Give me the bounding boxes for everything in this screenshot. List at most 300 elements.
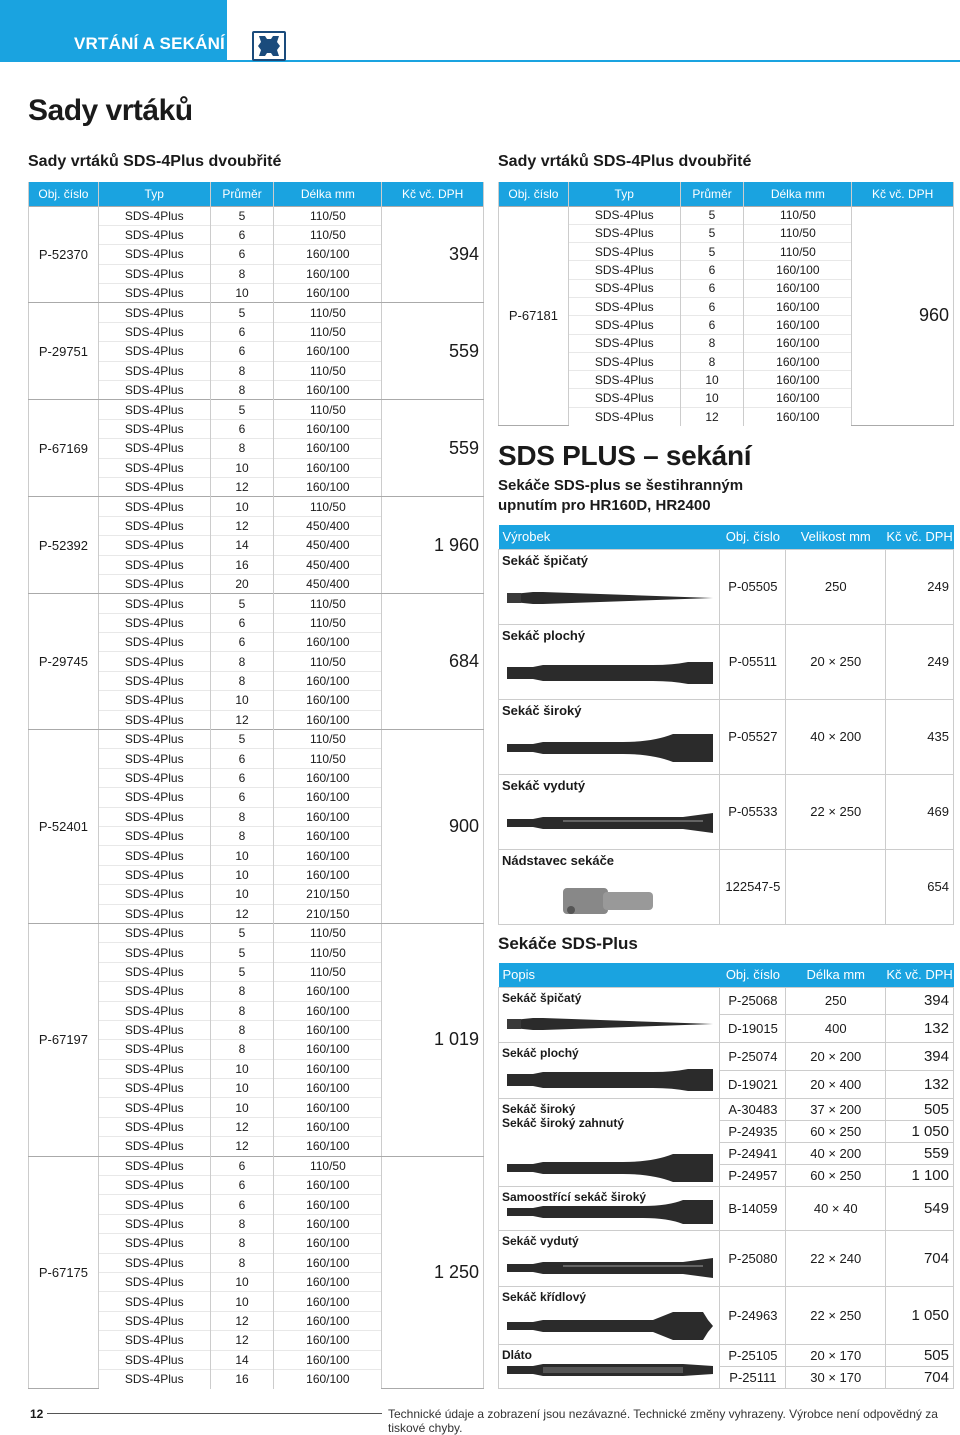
diameter-cell: 5 xyxy=(210,923,274,942)
length-cell: 160/100 xyxy=(744,334,852,352)
diameter-cell: 8 xyxy=(210,1214,274,1233)
diameter-cell: 8 xyxy=(210,1234,274,1253)
length-cell: 110/50 xyxy=(274,361,382,380)
makita-logo-icon xyxy=(256,34,282,58)
type-cell: SDS-4Plus xyxy=(98,322,210,341)
diameter-cell: 12 xyxy=(210,904,274,923)
diameter-cell: 8 xyxy=(210,381,274,400)
type-cell: SDS-4Plus xyxy=(98,1369,210,1388)
type-cell: SDS-4Plus xyxy=(98,361,210,380)
price: 435 xyxy=(886,699,954,774)
header-cell: Kč vč. DPH xyxy=(886,529,953,545)
diameter-cell: 12 xyxy=(210,1311,274,1330)
type-cell: SDS-4Plus xyxy=(98,245,210,264)
length: 60 × 250 xyxy=(786,1164,886,1186)
type-cell: SDS-4Plus xyxy=(98,943,210,962)
type-cell: SDS-4Plus xyxy=(98,1156,210,1175)
diameter-cell: 10 xyxy=(210,1079,274,1098)
type-cell: SDS-4Plus xyxy=(98,885,210,904)
price: 394 xyxy=(886,1042,954,1070)
price: 1 250 xyxy=(382,1156,484,1389)
order-code: P-67181 xyxy=(499,206,569,426)
length-cell: 110/50 xyxy=(744,206,852,224)
length: 22 × 250 xyxy=(786,1286,886,1344)
table-row xyxy=(29,497,484,516)
type-cell: SDS-4Plus xyxy=(98,710,210,729)
header-cell: Kč vč. DPH xyxy=(886,967,953,983)
diameter-cell: 10 xyxy=(210,865,274,884)
page-title: Sady vrtáků xyxy=(28,94,193,127)
diameter-cell: 6 xyxy=(210,245,274,264)
length-cell: 160/100 xyxy=(274,1195,382,1214)
diameter-cell: 8 xyxy=(210,652,274,671)
length-cell: 160/100 xyxy=(744,297,852,315)
type-cell: SDS-4Plus xyxy=(98,768,210,787)
chisel-row xyxy=(499,699,954,774)
product-cell xyxy=(499,549,720,624)
length-cell: 160/100 xyxy=(744,261,852,279)
length-cell: 110/50 xyxy=(274,613,382,632)
table-row xyxy=(29,206,484,225)
price: 559 xyxy=(382,400,484,497)
order-code: D-19021 xyxy=(720,1070,786,1098)
length: 30 × 170 xyxy=(786,1366,886,1388)
length-cell: 160/100 xyxy=(274,1350,382,1369)
diameter-cell: 6 xyxy=(210,613,274,632)
table-row xyxy=(29,1156,484,1175)
length-cell: 160/100 xyxy=(274,671,382,690)
header-cell: Kč vč. DPH xyxy=(852,182,954,206)
length-cell: 160/100 xyxy=(274,846,382,865)
product-name: Sekáč vydutý xyxy=(502,777,586,793)
type-cell: SDS-4Plus xyxy=(98,1001,210,1020)
table-header-row xyxy=(499,525,954,549)
chisel-row xyxy=(499,1186,954,1230)
size: 250 xyxy=(786,549,886,624)
table-header-row xyxy=(499,963,954,987)
length-cell: 160/100 xyxy=(274,1001,382,1020)
length-cell: 110/50 xyxy=(274,594,382,613)
header-cell: Obj. číslo xyxy=(499,182,569,206)
chisel-row xyxy=(499,987,954,1014)
length: 20 × 400 xyxy=(786,1070,886,1098)
wide-chisel-icon xyxy=(503,1154,717,1184)
length-cell: 450/400 xyxy=(274,574,382,593)
product-cell xyxy=(499,849,720,924)
type-cell: SDS-4Plus xyxy=(568,206,680,224)
length-cell: 210/150 xyxy=(274,885,382,904)
type-cell: SDS-4Plus xyxy=(98,284,210,303)
diameter-cell: 5 xyxy=(210,303,274,322)
header-cell: Délka mm xyxy=(806,967,865,983)
type-cell: SDS-4Plus xyxy=(98,671,210,690)
length-cell: 110/50 xyxy=(274,303,382,322)
type-cell: SDS-4Plus xyxy=(98,923,210,942)
page-number: 12 xyxy=(30,1407,44,1421)
table-row xyxy=(29,400,484,419)
type-cell: SDS-4Plus xyxy=(98,962,210,981)
type-cell: SDS-4Plus xyxy=(98,303,210,322)
table-row xyxy=(29,303,484,322)
price: 1 050 xyxy=(886,1120,954,1142)
length-cell: 160/100 xyxy=(274,1098,382,1117)
order-code: P-25068 xyxy=(720,987,786,1014)
diameter-cell: 12 xyxy=(680,407,744,425)
chisel-row xyxy=(499,774,954,849)
diameter-cell: 10 xyxy=(210,497,274,516)
price: 559 xyxy=(886,1142,954,1164)
order-code: P-24935 xyxy=(720,1120,786,1142)
table-row xyxy=(29,923,484,942)
type-cell: SDS-4Plus xyxy=(98,206,210,225)
type-cell: SDS-4Plus xyxy=(98,1350,210,1369)
diameter-cell: 6 xyxy=(210,633,274,652)
price: 549 xyxy=(886,1186,954,1230)
length-cell: 160/100 xyxy=(274,1234,382,1253)
length-cell: 110/50 xyxy=(274,206,382,225)
length-cell: 110/50 xyxy=(274,1156,382,1175)
type-cell: SDS-4Plus xyxy=(98,1272,210,1291)
header-cell: Popis xyxy=(502,967,536,983)
diameter-cell: 6 xyxy=(210,419,274,438)
chisel-row xyxy=(499,1042,954,1070)
sds-plus-heading: SDS PLUS – sekání xyxy=(498,440,752,471)
self-sharpening-chisel-icon xyxy=(503,1198,717,1228)
order-code: P-24963 xyxy=(720,1286,786,1344)
diameter-cell: 10 xyxy=(210,1292,274,1311)
length-cell: 160/100 xyxy=(274,768,382,787)
length-cell: 110/50 xyxy=(274,652,382,671)
order-code: D-19015 xyxy=(720,1014,786,1042)
type-cell: SDS-4Plus xyxy=(98,516,210,535)
diameter-cell: 8 xyxy=(210,439,274,458)
type-cell: SDS-4Plus xyxy=(98,1176,210,1195)
type-cell: SDS-4Plus xyxy=(98,904,210,923)
section-banner xyxy=(0,0,227,62)
type-cell: SDS-4Plus xyxy=(98,613,210,632)
diameter-cell: 8 xyxy=(210,361,274,380)
diameter-cell: 5 xyxy=(680,243,744,261)
length-cell: 160/100 xyxy=(744,279,852,297)
length-cell: 450/400 xyxy=(274,536,382,555)
product-name: Sekáč široký xyxy=(502,702,582,718)
type-cell: SDS-4Plus xyxy=(98,264,210,283)
price: 249 xyxy=(886,624,954,699)
diameter-cell: 6 xyxy=(210,1195,274,1214)
length-cell: 160/100 xyxy=(274,1059,382,1078)
price: 394 xyxy=(886,987,954,1014)
diameter-cell: 8 xyxy=(210,264,274,283)
type-cell: SDS-4Plus xyxy=(98,1234,210,1253)
diameter-cell: 6 xyxy=(680,297,744,315)
diameter-cell: 6 xyxy=(210,749,274,768)
header-cell: Délka mm xyxy=(744,182,852,206)
type-cell: SDS-4Plus xyxy=(568,243,680,261)
length-cell: 160/100 xyxy=(274,284,382,303)
length-cell: 160/100 xyxy=(274,381,382,400)
description-label: Samoostřící sekáč široký xyxy=(502,1189,647,1204)
length-cell: 110/50 xyxy=(274,749,382,768)
order-code: P-67175 xyxy=(29,1156,99,1389)
length: 250 xyxy=(786,987,886,1014)
type-cell: SDS-4Plus xyxy=(98,1331,210,1350)
length-cell: 110/50 xyxy=(274,225,382,244)
pointed-chisel-icon xyxy=(503,1010,717,1040)
diameter-cell: 10 xyxy=(210,691,274,710)
length: 400 xyxy=(786,1014,886,1042)
price: 900 xyxy=(382,730,484,924)
diameter-cell: 10 xyxy=(210,1098,274,1117)
length-cell: 160/100 xyxy=(274,419,382,438)
diameter-cell: 8 xyxy=(210,807,274,826)
length-cell: 160/100 xyxy=(274,691,382,710)
type-cell: SDS-4Plus xyxy=(98,1098,210,1117)
type-cell: SDS-4Plus xyxy=(568,279,680,297)
price: 469 xyxy=(886,774,954,849)
diameter-cell: 5 xyxy=(210,730,274,749)
length-cell: 110/50 xyxy=(274,962,382,981)
type-cell: SDS-4Plus xyxy=(98,1253,210,1272)
diameter-cell: 5 xyxy=(680,206,744,224)
diameter-cell: 5 xyxy=(210,400,274,419)
table-row xyxy=(29,594,484,613)
description-label: Sekáč široký xyxy=(502,1101,576,1116)
sds-plus-subtitle-1: Sekáče SDS-plus se šestihranným xyxy=(498,477,744,494)
diameter-cell: 8 xyxy=(210,827,274,846)
sds-plus-subtitle-2: upnutím pro HR160D, HR2400 xyxy=(498,497,711,514)
header-cell: Obj. číslo xyxy=(725,967,780,983)
header-cell: Kč vč. DPH xyxy=(382,182,484,206)
left-table-title: Sady vrtáků SDS-4Plus dvoubřité xyxy=(28,153,282,170)
order-code: P-67197 xyxy=(29,923,99,1156)
length-cell: 160/100 xyxy=(274,1311,382,1330)
type-cell: SDS-4Plus xyxy=(98,342,210,361)
length-cell: 160/100 xyxy=(274,1176,382,1195)
type-cell: SDS-4Plus xyxy=(98,381,210,400)
flat-chisel-icon xyxy=(503,659,717,689)
size: 40 × 200 xyxy=(786,699,886,774)
order-code: P-25105 xyxy=(720,1344,786,1366)
length-cell: 160/100 xyxy=(274,1253,382,1272)
length-cell: 160/100 xyxy=(274,1020,382,1039)
length-cell: 110/50 xyxy=(274,497,382,516)
diameter-cell: 6 xyxy=(680,316,744,334)
length-cell: 110/50 xyxy=(274,400,382,419)
description-label: Sekáč špičatý xyxy=(502,990,582,1005)
diameter-cell: 10 xyxy=(210,1272,274,1291)
price: 505 xyxy=(886,1098,954,1120)
length-cell: 160/100 xyxy=(274,1079,382,1098)
diameter-cell: 6 xyxy=(680,261,744,279)
header-cell: Průměr xyxy=(210,182,274,206)
description-cell xyxy=(499,1098,720,1186)
order-code: P-25074 xyxy=(720,1042,786,1070)
product-name: Sekáč špičatý xyxy=(502,552,589,568)
order-code: P-52401 xyxy=(29,730,99,924)
description-cell xyxy=(499,987,720,1042)
order-code: P-29751 xyxy=(29,303,99,400)
sds-chisels-title: Sekáče SDS-Plus xyxy=(498,934,638,953)
type-cell: SDS-4Plus xyxy=(98,1040,210,1059)
size: 22 × 250 xyxy=(786,774,886,849)
chisel-row xyxy=(499,1230,954,1286)
product-name: Sekáč plochý xyxy=(502,627,586,643)
diameter-cell: 8 xyxy=(210,982,274,1001)
price: 1 100 xyxy=(886,1164,954,1186)
type-cell: SDS-4Plus xyxy=(98,1311,210,1330)
length: 40 × 200 xyxy=(786,1142,886,1164)
price: 1 960 xyxy=(382,497,484,594)
table-header-row xyxy=(499,182,954,206)
chisel-adapter-icon xyxy=(503,884,717,914)
price: 132 xyxy=(886,1070,954,1098)
diameter-cell: 10 xyxy=(210,1059,274,1078)
diameter-cell: 20 xyxy=(210,574,274,593)
length-cell: 160/100 xyxy=(744,371,852,389)
price: 1 050 xyxy=(886,1286,954,1344)
length: 20 × 200 xyxy=(786,1042,886,1070)
diameter-cell: 8 xyxy=(210,671,274,690)
price: 704 xyxy=(886,1366,954,1388)
length-cell: 160/100 xyxy=(274,1331,382,1350)
length-cell: 160/100 xyxy=(274,439,382,458)
order-code: P-52370 xyxy=(29,206,99,303)
type-cell: SDS-4Plus xyxy=(98,1195,210,1214)
type-cell: SDS-4Plus xyxy=(568,261,680,279)
type-cell: SDS-4Plus xyxy=(568,407,680,425)
length-cell: 160/100 xyxy=(274,710,382,729)
length-cell: 160/100 xyxy=(274,458,382,477)
size xyxy=(786,849,886,924)
price: 960 xyxy=(852,206,954,426)
order-code: P-29745 xyxy=(29,594,99,730)
price: 654 xyxy=(886,849,954,924)
length: 40 × 40 xyxy=(786,1186,886,1230)
header-cell: Výrobek xyxy=(502,529,551,545)
type-cell: SDS-4Plus xyxy=(98,982,210,1001)
type-cell: SDS-4Plus xyxy=(568,352,680,370)
length-cell: 110/50 xyxy=(744,243,852,261)
chisel-row xyxy=(499,1344,954,1366)
type-cell: SDS-4Plus xyxy=(568,297,680,315)
length-cell: 110/50 xyxy=(744,224,852,242)
header-cell: Velikost mm xyxy=(800,529,871,545)
order-code: P-05511 xyxy=(720,624,786,699)
type-cell: SDS-4Plus xyxy=(98,536,210,555)
type-cell: SDS-4Plus xyxy=(98,749,210,768)
description-cell xyxy=(499,1186,720,1230)
length-cell: 160/100 xyxy=(274,1137,382,1156)
order-code: P-67169 xyxy=(29,400,99,497)
header-cell: Obj. číslo xyxy=(29,182,99,206)
type-cell: SDS-4Plus xyxy=(98,574,210,593)
order-code: P-24941 xyxy=(720,1142,786,1164)
diameter-cell: 16 xyxy=(210,555,274,574)
diameter-cell: 10 xyxy=(680,371,744,389)
type-cell: SDS-4Plus xyxy=(568,224,680,242)
diameter-cell: 8 xyxy=(680,334,744,352)
type-cell: SDS-4Plus xyxy=(98,1079,210,1098)
gouge-chisel-icon xyxy=(503,809,717,839)
brand-logo xyxy=(252,31,286,61)
order-code: A-30483 xyxy=(720,1098,786,1120)
diameter-cell: 16 xyxy=(210,1369,274,1388)
banner-title: VRTÁNÍ A SEKÁNÍ xyxy=(74,34,225,53)
diameter-cell: 14 xyxy=(210,1350,274,1369)
type-cell: SDS-4Plus xyxy=(98,691,210,710)
flat-chisel-icon xyxy=(503,1066,717,1096)
diameter-cell: 6 xyxy=(680,279,744,297)
sds-chisels-table xyxy=(498,963,954,1389)
diameter-cell: 6 xyxy=(210,788,274,807)
type-cell: SDS-4Plus xyxy=(98,419,210,438)
type-cell: SDS-4Plus xyxy=(98,555,210,574)
length-cell: 110/50 xyxy=(274,923,382,942)
table-header-row xyxy=(29,182,484,206)
description-label: Sekáč vydutý xyxy=(502,1233,579,1248)
type-cell: SDS-4Plus xyxy=(98,652,210,671)
length-cell: 160/100 xyxy=(274,264,382,283)
description-cell xyxy=(499,1230,720,1286)
sds-plus-chisel-table xyxy=(498,525,954,925)
header-cell: Typ xyxy=(568,182,680,206)
length: 37 × 200 xyxy=(786,1098,886,1120)
diameter-cell: 6 xyxy=(210,1176,274,1195)
price: 394 xyxy=(382,206,484,303)
description-label: Sekáč široký zahnutý xyxy=(502,1115,625,1130)
length-cell: 160/100 xyxy=(744,352,852,370)
wide-chisel-icon xyxy=(503,734,717,764)
price: 1 019 xyxy=(382,923,484,1156)
diameter-cell: 6 xyxy=(210,342,274,361)
diameter-cell: 8 xyxy=(210,1020,274,1039)
footer-rule xyxy=(47,1413,382,1414)
size: 20 × 250 xyxy=(786,624,886,699)
length-cell: 110/50 xyxy=(274,322,382,341)
length-cell: 450/400 xyxy=(274,555,382,574)
length: 22 × 240 xyxy=(786,1230,886,1286)
type-cell: SDS-4Plus xyxy=(98,477,210,496)
diameter-cell: 8 xyxy=(210,1040,274,1059)
diameter-cell: 8 xyxy=(680,352,744,370)
length-cell: 160/100 xyxy=(744,389,852,407)
order-code: P-05527 xyxy=(720,699,786,774)
description-label: Dláto xyxy=(502,1347,532,1362)
chisel-row xyxy=(499,1286,954,1344)
diameter-cell: 6 xyxy=(210,322,274,341)
length-cell: 110/50 xyxy=(274,943,382,962)
type-cell: SDS-4Plus xyxy=(568,371,680,389)
diameter-cell: 10 xyxy=(680,389,744,407)
type-cell: SDS-4Plus xyxy=(98,1214,210,1233)
type-cell: SDS-4Plus xyxy=(98,827,210,846)
order-code: P-24957 xyxy=(720,1164,786,1186)
header-cell: Typ xyxy=(98,182,210,206)
chisel-row xyxy=(499,849,954,924)
diameter-cell: 5 xyxy=(210,594,274,613)
length-cell: 160/100 xyxy=(274,982,382,1001)
type-cell: SDS-4Plus xyxy=(568,334,680,352)
order-code: P-05533 xyxy=(720,774,786,849)
chisel-icon xyxy=(503,1356,717,1386)
diameter-cell: 8 xyxy=(210,1253,274,1272)
length-cell: 160/100 xyxy=(274,633,382,652)
diameter-cell: 5 xyxy=(210,943,274,962)
length-cell: 160/100 xyxy=(274,1214,382,1233)
order-code: P-05505 xyxy=(720,549,786,624)
length: 20 × 170 xyxy=(786,1344,886,1366)
type-cell: SDS-4Plus xyxy=(98,400,210,419)
